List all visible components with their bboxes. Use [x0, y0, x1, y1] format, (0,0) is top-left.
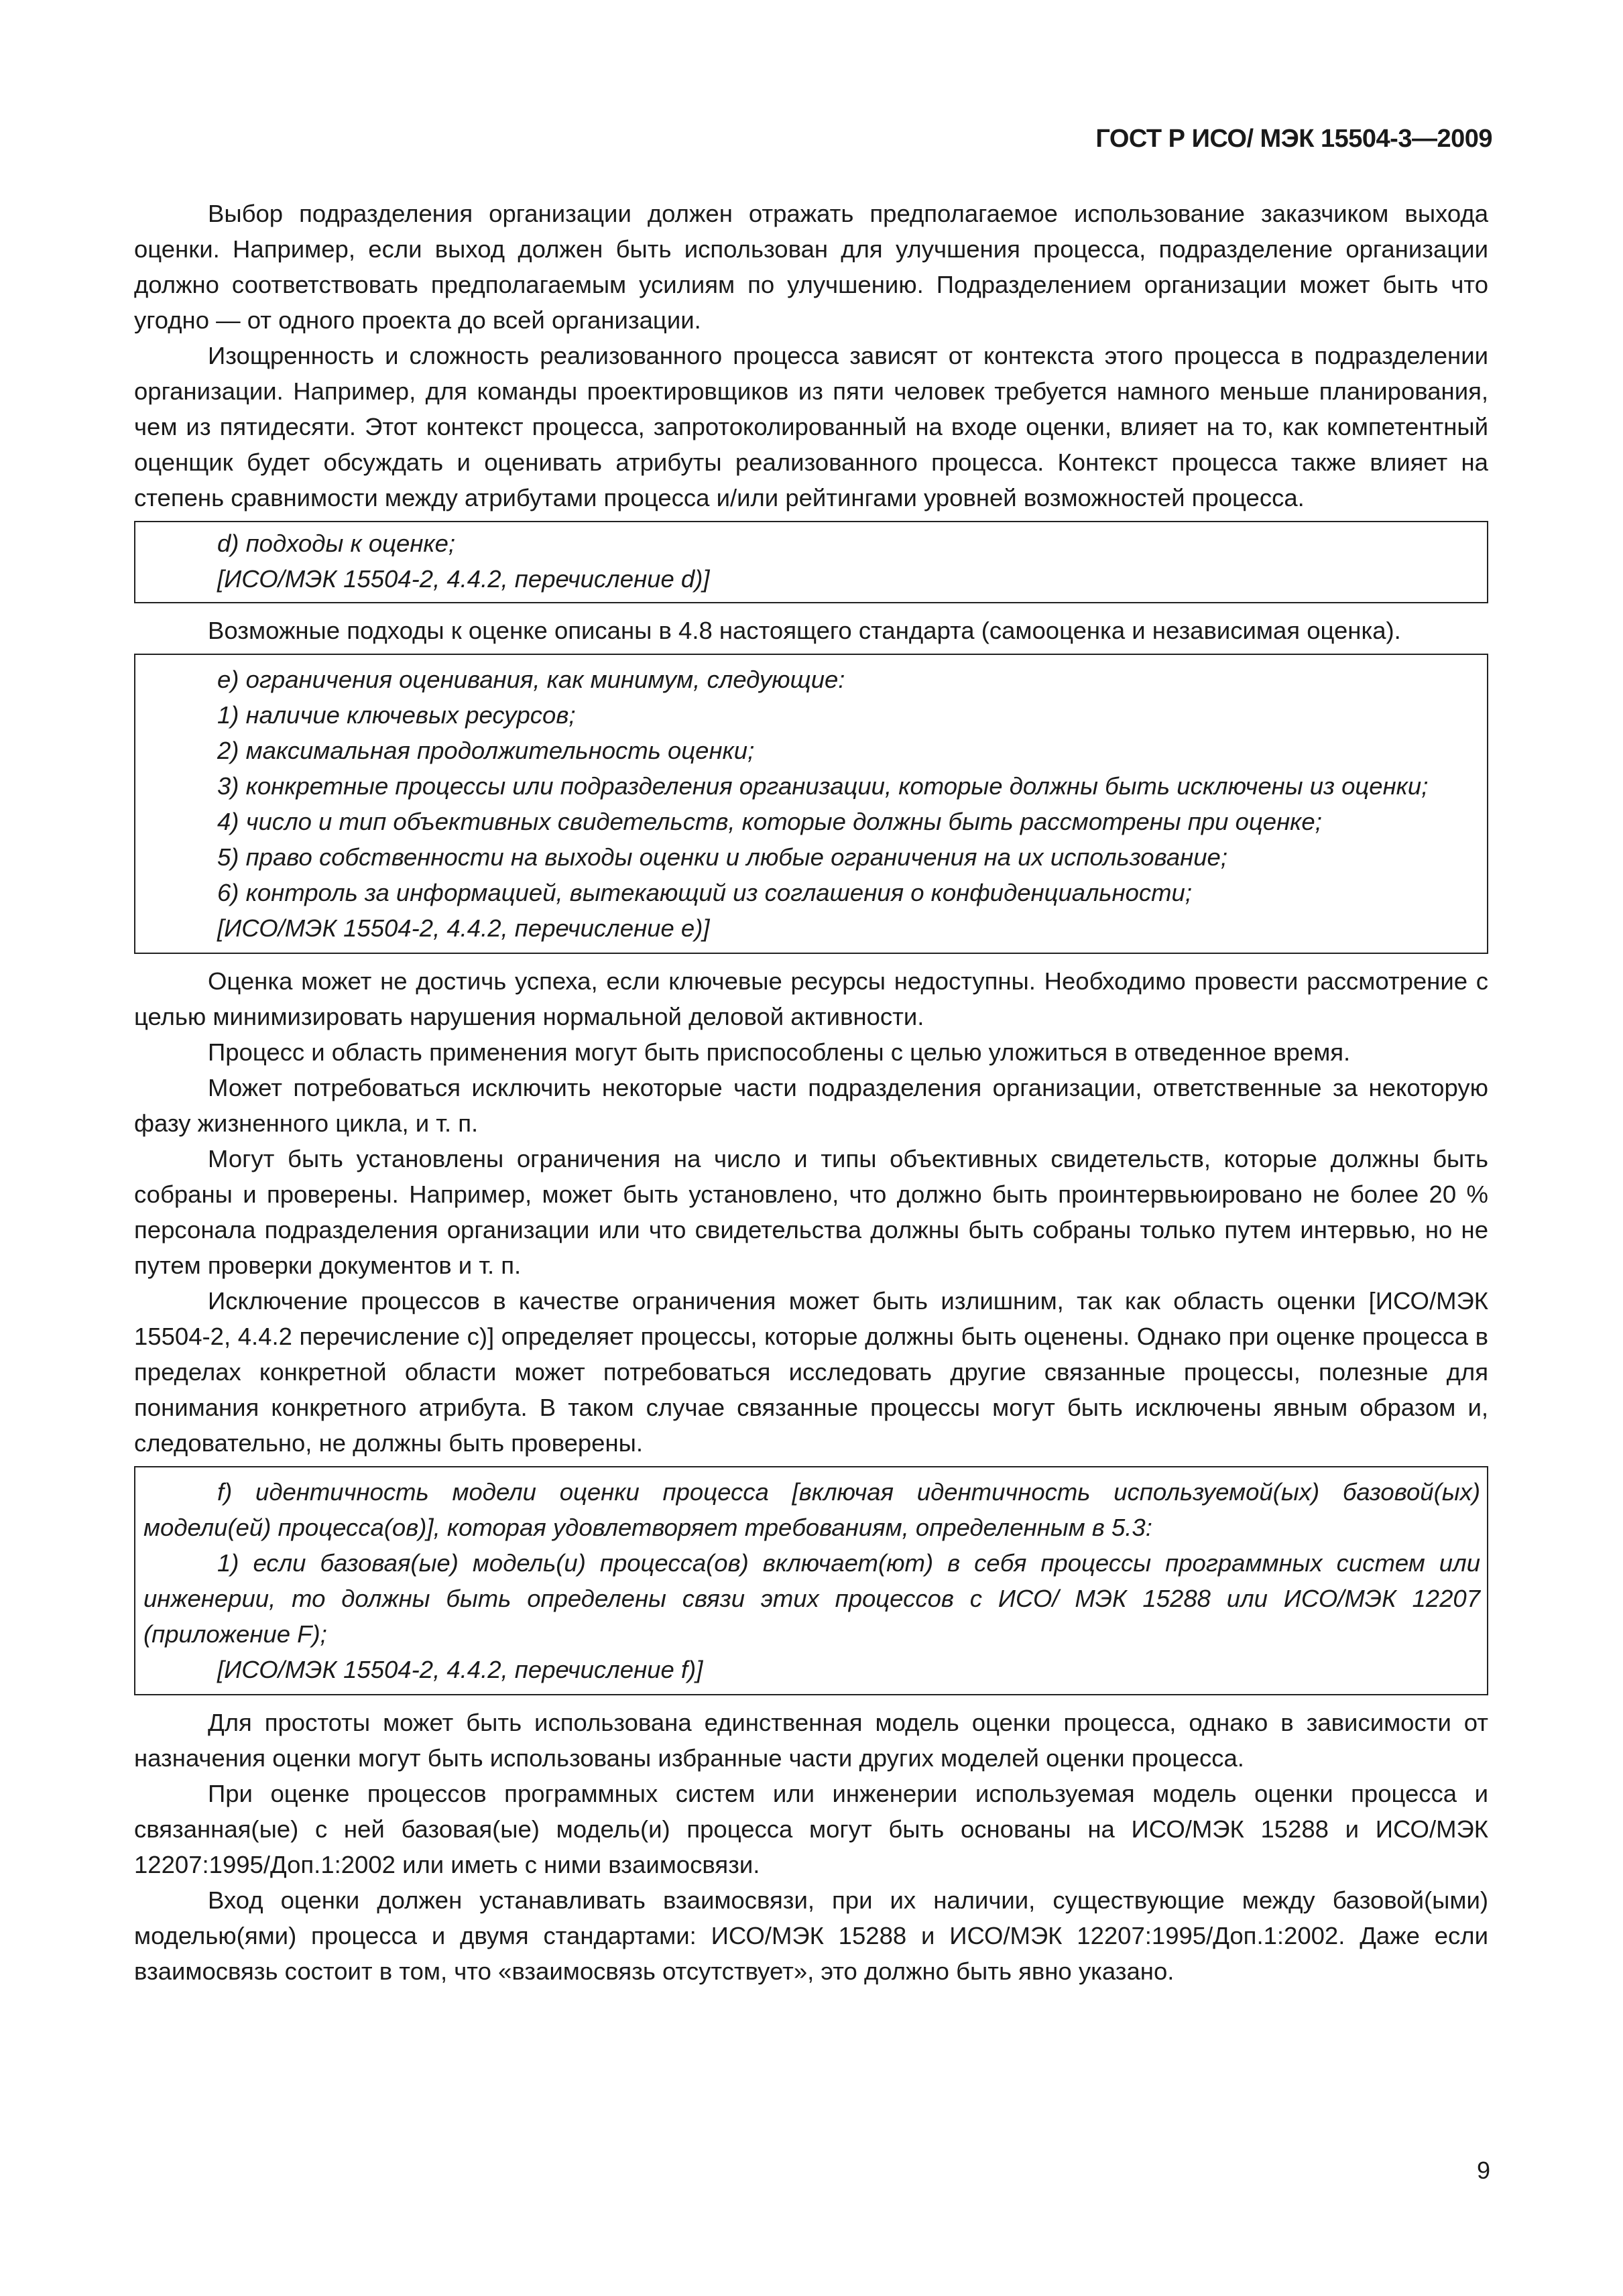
box-line: 5) право собственности на выходы оценки и любые ограничения на их использование;	[217, 843, 1227, 871]
box-line: d) подходы к оценке;	[217, 530, 456, 557]
paragraph: Изощренность и сложность реализованного процесса зависят от контекста этого процесса в подразделении организации. Например, для команды проектировщиков из пяти человек требуется намного меньше планирования, чем из пятидесяти. Этот контекст процесса, запротоколированный на входе оценки, влияет на то, как компетентный оценщик будет обсуждать и оценивать атрибуты реализованного процесса. Контекст процесса также влияет на степень сравнимости между атрибутами процесса и/или рейтингами уровней возможностей процесса.	[134, 342, 1488, 511]
box-line: 3) конкретные процессы или подразделения организации, которые должны быть исключены из оценки;	[217, 772, 1429, 800]
requirement-box-e	[134, 654, 1488, 954]
box-citation: [ИСО/МЭК 15504-2, 4.4.2, перечисление d)]	[217, 565, 710, 593]
page-content	[134, 196, 1488, 1989]
paragraph: Оценка может не достичь успеха, если ключевые ресурсы недоступны. Необходимо провести рассмотрение с целью минимизировать нарушения нормальной деловой активности.	[134, 967, 1488, 1030]
paragraph: Выбор подразделения организации должен отражать предполагаемое использование заказчиком выхода оценки. Например, если выход должен быть использован для улучшения процесса, подразделение организации должно соответствовать предполагаемым усилиям по улучшению. Подразделением организации может быть что угодно — от одного проекта до всей организации.	[134, 200, 1488, 334]
paragraph: Вход оценки должен устанавливать взаимосвязи, при их наличии, существующие между базовой(ыми) моделью(ями) процесса и двумя стандартами: ИСО/МЭК 15288 и ИСО/МЭК 12207:1995/Доп.1:2002. Даже если взаимосвязь состоит в том, что «взаимосвязь отсутствует», это должно быть явно указано.	[134, 1886, 1488, 1985]
box-line: е) ограничения оценивания, как минимум, следующие:	[217, 666, 845, 693]
paragraph: При оценке процессов программных систем или инженерии используемая модель оценки процесса и связанная(ые) с ней базовая(ые) модель(и) процесса могут быть основаны на ИСО/МЭК 15288 и ИСО/МЭК 12207:1995/Доп.1:2002 или иметь с ними взаимосвязи.	[134, 1780, 1488, 1878]
standard-header: ГОСТ Р ИСО/ МЭК 15504-3—2009	[1095, 125, 1492, 153]
box-line: 4) число и тип объективных свидетельств, которые должны быть рассмотрены при оценке;	[217, 808, 1322, 835]
requirement-box-d	[134, 521, 1488, 603]
paragraph: Может потребоваться исключить некоторые части подразделения организации, ответственные за некоторую фазу жизненного цикла, и т. п.	[134, 1074, 1488, 1137]
paragraph: Исключение процессов в качестве ограничения может быть излишним, так как область оценки [ИСО/МЭК 15504-2, 4.4.2 перечисление с)] определяет процессы, которые должны быть оценены. Однако при оценке процесса в пределах конкретной области может потребоваться исследовать другие связанные процессы, полезные для понимания конкретного атрибута. В таком случае связанные процессы могут быть исключены явным образом и, следовательно, не должны быть проверены.	[134, 1287, 1488, 1457]
paragraph: Возможные подходы к оценке описаны в 4.8 настоящего стандарта (самооценка и независимая оценка).	[208, 617, 1401, 644]
box-line: 2) максимальная продолжительность оценки;	[217, 737, 755, 764]
box-citation: [ИСО/МЭК 15504-2, 4.4.2, перечисление е)]	[217, 914, 710, 942]
box-citation: [ИСО/МЭК 15504-2, 4.4.2, перечисление f)]	[217, 1656, 703, 1683]
page-number: 9	[1476, 2157, 1490, 2184]
box-line: f) идентичность модели оценки процесса [включая идентичность используемой(ых) базовой(ых) модели(ей) процесса(ов)], которая удовлетворяет требованиям, определенным в 5.3:	[143, 1478, 1480, 1541]
box-line: 1) наличие ключевых ресурсов;	[217, 701, 576, 729]
paragraph: Могут быть установлены ограничения на число и типы объективных свидетельств, которые должны быть собраны и проверены. Например, может быть установлено, что должно быть проинтервьюировано не более 20 % персонала подразделения организации или что свидетельства должны быть собраны только путем интервью, но не путем проверки документов и т. п.	[134, 1145, 1488, 1279]
requirement-box-f	[134, 1466, 1488, 1695]
paragraph: Процесс и область применения могут быть приспособлены с целью уложиться в отведенное время.	[208, 1038, 1351, 1066]
box-line: 1) если базовая(ые) модель(и) процесса(ов) включает(ют) в себя процессы программных систем или инженерии, то должны быть определены связи этих процессов с ИСО/ МЭК 15288 или ИСО/МЭК 12207 (приложение F);	[143, 1549, 1480, 1648]
box-line: 6) контроль за информацией, вытекающий из соглашения о конфиденциальности;	[217, 879, 1192, 906]
paragraph: Для простоты может быть использована единственная модель оценки процесса, однако в зависимости от назначения оценки могут быть использованы избранные части других моделей оценки процесса.	[134, 1709, 1488, 1772]
